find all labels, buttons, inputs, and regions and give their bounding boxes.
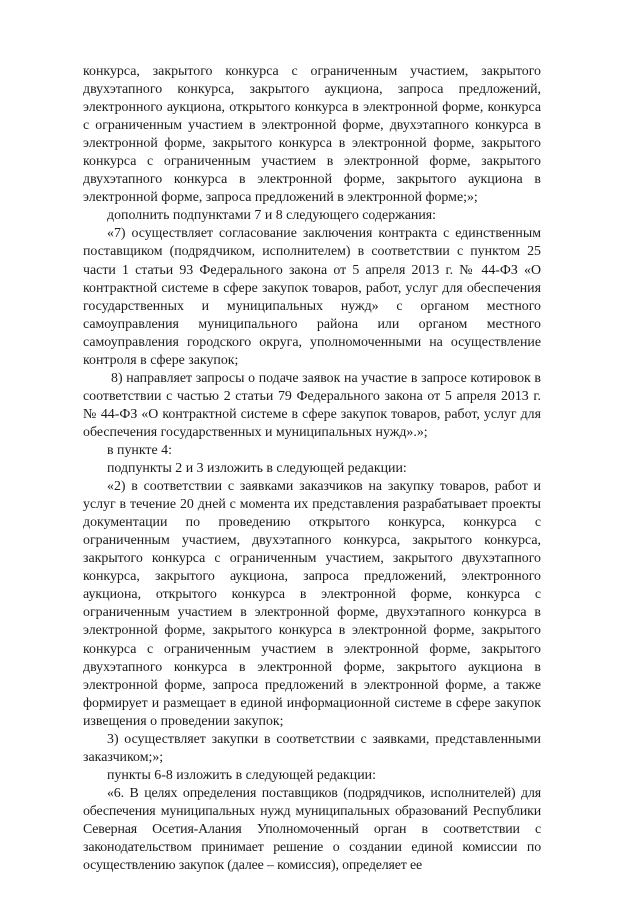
paragraph-10: «6. В целях определения поставщиков (подрядчиков, исполнителей) для обеспечения муниципальных нужд муниципальных образований Республики Северная Осетия-Алания Уполномоченный орган в соответствии с законодательством принимает решение о создании единой комиссии по осуществлению закупок (далее – комиссия), определяет ее <box>83 785 541 874</box>
paragraph-2: дополнить подпунктами 7 и 8 следующего содержания: <box>107 208 437 224</box>
paragraph-8: 3) осуществляет закупки в соответствии с заявками, представленными заказчиком;»; <box>83 731 541 765</box>
paragraph-9: пункты 6-8 изложить в следующей редакции: <box>107 767 376 783</box>
paragraph-3: «7) осуществляет согласование заключения контракта с единственным поставщиком (подрядчиком, исполнителем) в соответствии с пунктом 25 части 1 статьи 93 Федерального закона от 5 апреля 2013 г. № 44-ФЗ «О контрактной системе в сфере закупок товаров, работ, услуг для обеспечения государственных и муниципальных нужд» с органом местного самоуправления муниципального района или органом местного самоуправления городского округа, уполномоченными на осуществление контроля в сфере закупок; <box>83 226 541 368</box>
paragraph-1: конкурса, закрытого конкурса с ограниченным участием, закрытого двухэтапного конкурса, закрытого аукциона, запроса предложений, электронного аукциона, открытого конкурса в электронной форме, конкурса с ограниченным участием в электронной форме, двухэтапного конкурса в электронной форме, закрытого конкурса в электронной форме, закрытого конкурса с ограниченным участием в электронной форме, закрытого двухэтапного конкурса в электронной форме, закрытого аукциона в электронной форме, запроса предложений в электронной форме;»; <box>83 64 541 206</box>
paragraph-7: «2) в соответствии с заявками заказчиков на закупку товаров, работ и услуг в течение 20 дней с момента их представления разрабатывает проекты документации по проведению открытого конкурса, конкурса с ограниченным участием, двухэтапного конкурса, закрытого конкурса, закрытого конкурса с ограниченным участием, закрытого двухэтапного конкурса, закрытого аукциона, запроса предложений, электронного аукциона, открытого конкурса в электронной форме, конкурса с ограниченным участием в электронной форме, двухэтапного конкурса в электронной форме, закрытого конкурса в электронной форме, закрытого конкурса с ограниченным участием в электронной форме, закрытого двухэтапного конкурса в электронной форме, закрытого аукциона в электронной форме, запроса предложений в электронной форме, а также формирует и размещает в единой информационной системе в сфере закупок извещения о проведении закупок; <box>83 479 541 729</box>
document-page <box>83 63 541 875</box>
paragraph-4: 8) направляет запросы о подаче заявок на участие в запросе котировок в соответствии с частью 2 статьи 79 Федерального закона от 5 апреля 2013 г. № 44-ФЗ «О контрактной системе в сфере закупок товаров, работ, услуг для обеспечения государственных и муниципальных нужд».»; <box>83 370 541 440</box>
paragraph-6: подпункты 2 и 3 изложить в следующей редакции: <box>107 461 407 477</box>
paragraph-5: в пункте 4: <box>107 442 172 458</box>
